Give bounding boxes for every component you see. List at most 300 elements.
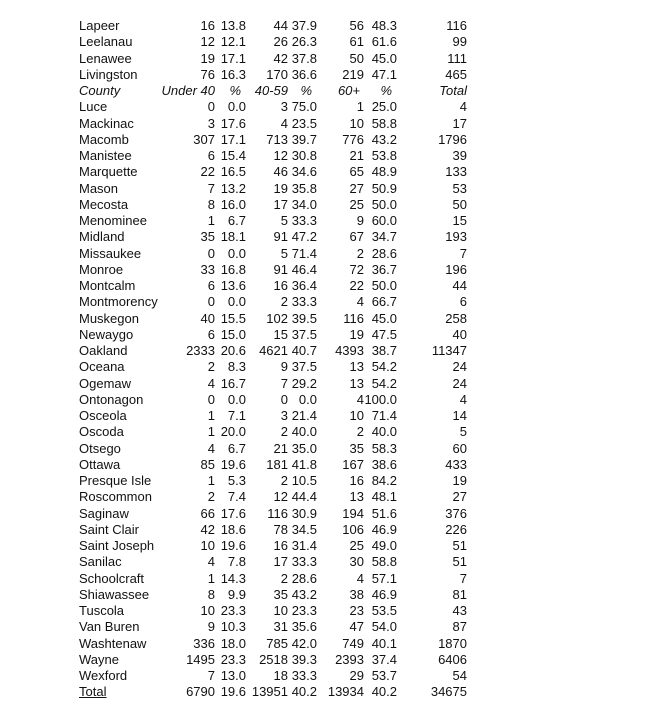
senior-count-cell: 13 bbox=[349, 375, 364, 391]
senior-count-cell: 4 bbox=[356, 294, 364, 310]
mid-count-cell: 3 bbox=[280, 408, 288, 423]
under40-pct-cell: 14.3 bbox=[220, 570, 246, 586]
total-cell: 6406 bbox=[438, 651, 467, 667]
under40-pct-cell: 6.7 bbox=[227, 440, 246, 456]
county-cell: Missaukee bbox=[79, 245, 142, 261]
under40-pct-cell: 0.0 bbox=[227, 391, 246, 407]
total-cell: 53 bbox=[452, 180, 467, 196]
county-cell: Saginaw bbox=[79, 505, 129, 521]
county-table bbox=[79, 18, 467, 701]
senior-count-cell: 194 bbox=[342, 505, 364, 521]
senior-pct-cell: 48.9 bbox=[371, 164, 397, 180]
senior-count-cell: 749 bbox=[342, 635, 364, 651]
under40-pct-cell: 8.3 bbox=[227, 359, 246, 375]
under40-pct-cell: 13.2 bbox=[220, 180, 246, 196]
under40-pct-cell: 20.0 bbox=[220, 424, 246, 440]
total-cell: 193 bbox=[445, 229, 467, 245]
senior-pct-cell: 66.7 bbox=[371, 294, 397, 310]
under40-pct-cell: 17.1 bbox=[220, 50, 246, 66]
under40-pct-cell: 16.5 bbox=[220, 164, 246, 180]
under40-count-cell: 16 bbox=[200, 18, 215, 33]
under40-count-cell: 8 bbox=[207, 196, 215, 212]
total-cell: 465 bbox=[445, 66, 467, 82]
table-row bbox=[79, 457, 467, 473]
under40-count-cell: 0 bbox=[207, 245, 215, 261]
county-cell: Sanilac bbox=[79, 554, 122, 570]
senior-pct-cell: 38.7 bbox=[371, 343, 397, 358]
county-cell: Van Buren bbox=[79, 619, 140, 635]
senior-count-cell: 219 bbox=[342, 66, 364, 82]
senior-count-cell: 776 bbox=[342, 131, 364, 147]
table-row bbox=[79, 181, 467, 197]
mid-count-cell: 102 bbox=[266, 310, 288, 326]
under40-count-cell: 2 bbox=[207, 489, 215, 505]
under40-count-cell: Under 40 bbox=[161, 83, 215, 98]
table-row bbox=[79, 522, 467, 538]
senior-count-cell: 10 bbox=[349, 408, 364, 423]
total-cell: 376 bbox=[445, 505, 467, 521]
under40-pct-cell: 20.6 bbox=[220, 343, 246, 358]
county-cell: Manistee bbox=[79, 148, 132, 163]
table-row bbox=[79, 359, 467, 375]
under40-pct-cell: 19.6 bbox=[220, 456, 246, 472]
under40-pct-cell: 16.7 bbox=[220, 375, 246, 391]
under40-pct-cell: 5.3 bbox=[227, 473, 246, 488]
under40-pct-cell: % bbox=[229, 83, 241, 98]
mid-count-cell: 16 bbox=[273, 278, 288, 293]
under40-pct-cell: 23.3 bbox=[220, 603, 246, 618]
under40-count-cell: 1 bbox=[207, 408, 215, 423]
under40-pct-cell: 13.0 bbox=[220, 668, 246, 683]
table-row bbox=[79, 489, 467, 505]
senior-count-cell: 27 bbox=[349, 180, 364, 196]
senior-count-cell: 4 bbox=[356, 391, 364, 407]
table-row bbox=[79, 376, 467, 392]
under40-count-cell: 0 bbox=[207, 99, 215, 115]
total-cell: 226 bbox=[445, 521, 467, 537]
senior-pct-cell: 47.1 bbox=[371, 66, 397, 82]
total-cell: 196 bbox=[445, 261, 467, 277]
county-cell: Oscoda bbox=[79, 424, 124, 440]
mid-pct-cell: 44.4 bbox=[291, 489, 317, 505]
mid-pct-cell: 37.8 bbox=[291, 50, 317, 66]
mid-pct-cell: 47.2 bbox=[291, 229, 317, 245]
under40-pct-cell: 17.6 bbox=[220, 505, 246, 521]
total-cell: 99 bbox=[452, 34, 467, 50]
senior-count-cell: 116 bbox=[343, 310, 364, 326]
county-cell: Lapeer bbox=[79, 18, 120, 33]
mid-pct-cell: 33.3 bbox=[291, 668, 317, 683]
senior-count-cell: 2 bbox=[356, 424, 364, 440]
table-row bbox=[79, 571, 467, 587]
table-row bbox=[79, 34, 467, 50]
under40-pct-cell: 15.4 bbox=[220, 148, 246, 163]
senior-pct-cell: 84.2 bbox=[371, 473, 397, 488]
mid-count-cell: 15 bbox=[273, 326, 288, 342]
senior-pct-cell: 34.7 bbox=[371, 229, 397, 245]
county-cell: Montmorency bbox=[79, 294, 158, 310]
table-row bbox=[79, 506, 467, 522]
mid-count-cell: 4 bbox=[280, 115, 288, 131]
mid-count-cell: 44 bbox=[273, 18, 288, 33]
senior-count-cell: 167 bbox=[342, 456, 364, 472]
senior-count-cell: 10 bbox=[349, 115, 364, 131]
county-table-body bbox=[79, 18, 467, 701]
table-row bbox=[79, 668, 467, 684]
table-row bbox=[79, 197, 467, 213]
table-row bbox=[79, 392, 467, 408]
mid-count-cell: 116 bbox=[267, 505, 288, 521]
mid-count-cell: 5 bbox=[280, 213, 288, 228]
senior-pct-cell: 36.7 bbox=[371, 261, 397, 277]
mid-pct-cell: 30.8 bbox=[291, 148, 317, 163]
table-row bbox=[79, 164, 467, 180]
mid-pct-cell: 33.3 bbox=[291, 294, 317, 310]
mid-count-cell: 2518 bbox=[259, 651, 288, 667]
senior-count-cell: 56 bbox=[349, 18, 364, 33]
senior-count-cell: 16 bbox=[349, 473, 364, 488]
senior-count-cell: 106 bbox=[342, 521, 364, 537]
table-row bbox=[79, 538, 467, 554]
senior-pct-cell: 47.5 bbox=[371, 326, 397, 342]
mid-pct-cell: 40.0 bbox=[291, 424, 317, 440]
county-cell: Total bbox=[79, 684, 107, 700]
under40-count-cell: 6 bbox=[207, 148, 215, 163]
senior-count-cell: 19 bbox=[349, 326, 364, 342]
mid-count-cell: 9 bbox=[280, 359, 288, 375]
senior-count-cell: 25 bbox=[349, 538, 364, 553]
senior-pct-cell: 58.3 bbox=[371, 440, 397, 456]
under40-pct-cell: 16.3 bbox=[220, 66, 246, 82]
senior-pct-cell: 50.0 bbox=[371, 196, 397, 212]
mid-pct-cell: 37.5 bbox=[291, 359, 317, 375]
mid-count-cell: 4621 bbox=[259, 343, 288, 358]
senior-count-cell: 65 bbox=[349, 164, 364, 180]
under40-pct-cell: 12.1 bbox=[220, 34, 246, 50]
mid-count-cell: 713 bbox=[266, 131, 288, 147]
under40-count-cell: 1 bbox=[207, 213, 215, 228]
under40-count-cell: 66 bbox=[200, 505, 215, 521]
mid-count-cell: 91 bbox=[273, 261, 288, 277]
mid-pct-cell: 35.8 bbox=[291, 180, 317, 196]
total-cell: 50 bbox=[452, 196, 467, 212]
senior-count-cell: 13 bbox=[349, 359, 364, 375]
mid-count-cell: 78 bbox=[273, 521, 288, 537]
mid-pct-cell: 34.5 bbox=[291, 521, 317, 537]
senior-pct-cell: 38.6 bbox=[371, 456, 397, 472]
senior-pct-cell: 48.3 bbox=[371, 18, 397, 33]
senior-pct-cell: 25.0 bbox=[371, 99, 397, 115]
mid-count-cell: 18 bbox=[273, 668, 288, 683]
county-age-table-container bbox=[79, 18, 467, 701]
table-row bbox=[79, 67, 467, 83]
table-row bbox=[79, 148, 467, 164]
under40-pct-cell: 13.8 bbox=[220, 18, 246, 33]
total-cell: 7 bbox=[459, 245, 467, 261]
senior-count-cell: 22 bbox=[349, 278, 364, 293]
mid-count-cell: 31 bbox=[273, 619, 288, 635]
county-cell: Washtenaw bbox=[79, 635, 147, 651]
table-row bbox=[79, 636, 467, 652]
senior-count-cell: 29 bbox=[349, 668, 364, 683]
mid-pct-cell: 23.5 bbox=[291, 115, 317, 131]
under40-pct-cell: 15.0 bbox=[220, 326, 246, 342]
mid-count-cell: 17 bbox=[273, 554, 288, 570]
mid-count-cell: 3 bbox=[280, 99, 288, 115]
county-cell: Leelanau bbox=[79, 34, 133, 50]
senior-pct-cell: 45.0 bbox=[371, 310, 397, 326]
senior-count-cell: 50 bbox=[349, 50, 364, 66]
senior-count-cell: 2393 bbox=[335, 651, 364, 667]
table-row bbox=[79, 99, 467, 115]
county-cell: Ontonagon bbox=[79, 391, 144, 407]
under40-pct-cell: 15.5 bbox=[220, 310, 246, 326]
under40-pct-cell: 7.8 bbox=[227, 554, 246, 570]
mid-count-cell: 12 bbox=[273, 489, 288, 505]
total-cell: 7 bbox=[459, 570, 467, 586]
under40-count-cell: 307 bbox=[193, 131, 215, 147]
county-cell: Presque Isle bbox=[79, 473, 152, 488]
total-cell: 133 bbox=[445, 164, 467, 180]
total-cell: 6 bbox=[459, 294, 467, 310]
county-cell: Mason bbox=[79, 180, 119, 196]
under40-count-cell: 9 bbox=[207, 619, 215, 635]
senior-count-cell: 38 bbox=[349, 586, 364, 602]
under40-pct-cell: 7.1 bbox=[227, 408, 246, 423]
senior-count-cell: 25 bbox=[349, 196, 364, 212]
total-cell: 34675 bbox=[430, 684, 467, 700]
table-row bbox=[79, 587, 467, 603]
mid-pct-cell: 42.0 bbox=[291, 635, 317, 651]
county-cell: Macomb bbox=[79, 131, 129, 147]
senior-count-cell: 61 bbox=[349, 34, 364, 50]
mid-count-cell: 10 bbox=[273, 603, 288, 618]
under40-count-cell: 10 bbox=[200, 603, 215, 618]
mid-count-cell: 0 bbox=[280, 391, 288, 407]
mid-pct-cell: 40.2 bbox=[291, 684, 317, 700]
table-row bbox=[79, 441, 467, 457]
mid-pct-cell: 46.4 bbox=[291, 261, 317, 277]
total-cell: 27 bbox=[452, 489, 467, 505]
under40-pct-cell: 0.0 bbox=[227, 99, 246, 115]
senior-pct-cell: 40.2 bbox=[371, 684, 397, 700]
under40-count-cell: 42 bbox=[200, 521, 215, 537]
table-row bbox=[79, 311, 467, 327]
senior-count-cell: 13934 bbox=[327, 684, 364, 700]
under40-pct-cell: 17.6 bbox=[220, 115, 246, 131]
under40-count-cell: 22 bbox=[200, 164, 215, 180]
mid-pct-cell: 39.5 bbox=[291, 310, 317, 326]
mid-count-cell: 91 bbox=[273, 229, 288, 245]
under40-count-cell: 6 bbox=[207, 278, 215, 293]
senior-pct-cell: 71.4 bbox=[371, 408, 397, 423]
mid-count-cell: 21 bbox=[273, 440, 288, 456]
county-cell: Wayne bbox=[79, 651, 119, 667]
under40-pct-cell: 9.9 bbox=[227, 586, 246, 602]
table-row bbox=[79, 408, 467, 424]
total-cell: 43 bbox=[452, 603, 467, 618]
mid-pct-cell: 29.2 bbox=[291, 375, 317, 391]
under40-pct-cell: 17.1 bbox=[220, 131, 246, 147]
county-cell: Lenawee bbox=[79, 50, 132, 66]
senior-pct-cell: 46.9 bbox=[371, 586, 397, 602]
table-row bbox=[79, 473, 467, 489]
mid-pct-cell: 26.3 bbox=[291, 34, 317, 50]
table-row bbox=[79, 619, 467, 635]
senior-count-cell: 47 bbox=[349, 619, 364, 635]
table-row bbox=[79, 294, 467, 310]
under40-pct-cell: 13.6 bbox=[220, 278, 246, 293]
under40-count-cell: 7 bbox=[207, 180, 215, 196]
under40-count-cell: 6790 bbox=[186, 684, 215, 700]
senior-count-cell: 72 bbox=[349, 261, 364, 277]
senior-count-cell: 60+ bbox=[337, 83, 360, 98]
mid-count-cell: 46 bbox=[273, 164, 288, 180]
county-cell: Menominee bbox=[79, 213, 147, 228]
total-cell: 40 bbox=[452, 326, 467, 342]
senior-pct-cell: 49.0 bbox=[371, 538, 397, 553]
senior-pct-cell: 61.6 bbox=[371, 34, 397, 50]
senior-pct-cell: 54.0 bbox=[371, 619, 397, 635]
total-cell: 19 bbox=[452, 473, 467, 488]
under40-pct-cell: 6.7 bbox=[227, 213, 246, 228]
total-cell: 39 bbox=[452, 148, 467, 163]
under40-count-cell: 4 bbox=[207, 440, 215, 456]
senior-pct-cell: 43.2 bbox=[371, 131, 397, 147]
total-cell: 14 bbox=[452, 408, 467, 423]
mid-pct-cell: 33.3 bbox=[291, 213, 317, 228]
under40-count-cell: 3 bbox=[207, 115, 215, 131]
total-cell: 4 bbox=[459, 99, 467, 115]
table-row bbox=[79, 51, 467, 67]
senior-pct-cell: 37.4 bbox=[371, 651, 397, 667]
mid-pct-cell: 0.0 bbox=[298, 391, 317, 407]
under40-pct-cell: 18.1 bbox=[220, 229, 246, 245]
county-cell: Marquette bbox=[79, 164, 138, 180]
total-cell: 17 bbox=[452, 115, 467, 131]
under40-count-cell: 33 bbox=[200, 261, 215, 277]
mid-pct-cell: 40.7 bbox=[291, 343, 317, 358]
mid-count-cell: 35 bbox=[273, 586, 288, 602]
under40-count-cell: 19 bbox=[200, 50, 215, 66]
mid-pct-cell: 34.0 bbox=[291, 196, 317, 212]
total-cell: 81 bbox=[452, 586, 467, 602]
senior-pct-cell: 57.1 bbox=[371, 570, 397, 586]
mid-pct-cell: 37.5 bbox=[291, 326, 317, 342]
senior-count-cell: 1 bbox=[356, 99, 364, 115]
mid-pct-cell: 35.6 bbox=[291, 619, 317, 635]
under40-pct-cell: 0.0 bbox=[227, 245, 246, 261]
mid-count-cell: 12 bbox=[273, 148, 288, 163]
county-cell: County bbox=[79, 83, 121, 98]
under40-pct-cell: 19.6 bbox=[220, 538, 246, 553]
senior-pct-cell: 50.0 bbox=[371, 278, 397, 293]
senior-count-cell: 30 bbox=[349, 554, 364, 570]
county-cell: Otsego bbox=[79, 440, 121, 456]
table-row bbox=[79, 278, 467, 294]
under40-pct-cell: 7.4 bbox=[227, 489, 246, 505]
total-cell: 5 bbox=[459, 424, 467, 440]
senior-count-cell: 13 bbox=[349, 489, 364, 505]
total-cell: 87 bbox=[452, 619, 467, 635]
county-cell: Mackinac bbox=[79, 115, 134, 131]
total-cell: 1870 bbox=[438, 635, 467, 651]
county-cell: Luce bbox=[79, 99, 108, 115]
under40-pct-cell: 23.3 bbox=[220, 651, 246, 667]
mid-pct-cell: 33.3 bbox=[291, 554, 317, 570]
senior-pct-cell: 58.8 bbox=[371, 554, 397, 570]
table-row bbox=[79, 229, 467, 245]
table-row bbox=[79, 132, 467, 148]
senior-pct-cell: 28.6 bbox=[371, 245, 397, 261]
table-row bbox=[79, 652, 467, 668]
total-cell: 4 bbox=[459, 391, 467, 407]
county-cell: Schoolcraft bbox=[79, 570, 145, 586]
senior-count-cell: 67 bbox=[349, 229, 364, 245]
county-cell: Wexford bbox=[79, 668, 128, 683]
header-row bbox=[79, 83, 467, 99]
mid-pct-cell: 41.8 bbox=[291, 456, 317, 472]
total-cell: 60 bbox=[452, 440, 467, 456]
senior-pct-cell: 53.5 bbox=[371, 603, 397, 618]
mid-pct-cell: 21.4 bbox=[291, 408, 317, 423]
table-row bbox=[79, 246, 467, 262]
under40-pct-cell: 19.6 bbox=[220, 684, 246, 700]
county-cell: Oakland bbox=[79, 343, 128, 358]
senior-pct-cell: 40.1 bbox=[371, 635, 397, 651]
mid-pct-cell: 36.4 bbox=[291, 278, 317, 293]
senior-pct-cell: 45.0 bbox=[371, 50, 397, 66]
mid-pct-cell: 36.6 bbox=[291, 66, 317, 82]
senior-count-cell: 4393 bbox=[335, 343, 364, 358]
table-row bbox=[79, 424, 467, 440]
mid-count-cell: 5 bbox=[280, 245, 288, 261]
county-cell: Oceana bbox=[79, 359, 125, 375]
under40-count-cell: 1 bbox=[207, 473, 215, 488]
under40-pct-cell: 10.3 bbox=[220, 619, 246, 635]
mid-count-cell: 170 bbox=[266, 66, 288, 82]
mid-count-cell: 42 bbox=[273, 50, 288, 66]
senior-pct-cell: 40.0 bbox=[371, 424, 397, 440]
under40-count-cell: 6 bbox=[207, 326, 215, 342]
table-row bbox=[79, 262, 467, 278]
mid-count-cell: 17 bbox=[273, 196, 288, 212]
under40-pct-cell: 0.0 bbox=[227, 294, 246, 310]
mid-pct-cell: 39.3 bbox=[291, 651, 317, 667]
under40-count-cell: 2 bbox=[207, 359, 215, 375]
senior-pct-cell: 53.7 bbox=[371, 668, 397, 683]
under40-pct-cell: 18.0 bbox=[220, 635, 246, 651]
under40-count-cell: 35 bbox=[200, 229, 215, 245]
total-cell: 258 bbox=[445, 310, 467, 326]
senior-pct-cell: 50.9 bbox=[371, 180, 397, 196]
mid-pct-cell: 37.9 bbox=[291, 18, 317, 33]
county-cell: Ottawa bbox=[79, 456, 121, 472]
county-cell: Saint Joseph bbox=[79, 538, 155, 553]
table-row bbox=[79, 327, 467, 343]
table-row bbox=[79, 603, 467, 619]
county-cell: Tuscola bbox=[79, 603, 125, 618]
table-row bbox=[79, 343, 467, 359]
mid-pct-cell: 71.4 bbox=[291, 245, 317, 261]
total-cell: 51 bbox=[452, 554, 467, 570]
total-cell: 111 bbox=[447, 50, 467, 66]
total-cell: 24 bbox=[452, 375, 467, 391]
under40-count-cell: 1 bbox=[207, 570, 215, 586]
senior-pct-cell: 53.8 bbox=[371, 148, 397, 163]
senior-pct-cell: 48.1 bbox=[371, 489, 397, 505]
under40-count-cell: 1495 bbox=[186, 651, 215, 667]
